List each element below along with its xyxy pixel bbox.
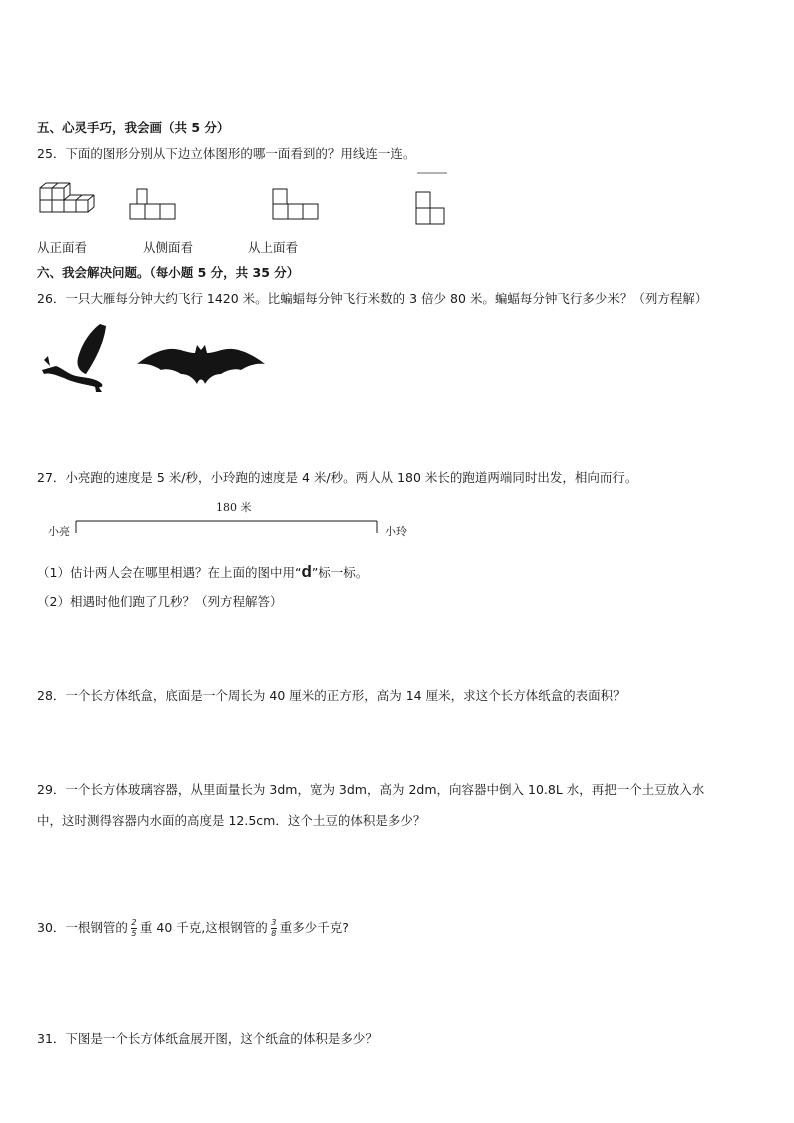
solid-figure (40, 180, 100, 222)
question-31: 31．下图是一个长方体纸盒展开图，这个纸盒的体积是多少？ (37, 1031, 378, 1046)
fraction-3-8 (271, 919, 277, 938)
section-6-heading: 六、我会解决问题。（每小题 5 分，共 35 分） (37, 265, 300, 280)
fraction-denominator: 8 (271, 929, 277, 938)
runner-left-label: 小亮 (48, 525, 70, 538)
q30-text-3: 重多少千克? (279, 920, 349, 935)
view-shape-1 (129, 188, 177, 222)
view-label-front: 从正面看 (37, 240, 88, 255)
view-label-side: 从侧面看 (143, 240, 194, 255)
distance-label: 180 米 (216, 501, 252, 514)
q30-text-2: 重 40 千克,这根钢管的 (139, 920, 268, 935)
runner-right-label: 小玲 (385, 525, 407, 538)
question-28: 28．一个长方体纸盒，底面是一个周长为 40 厘米的正方形，高为 14 厘米，求这个长方体纸盒的表面积？ (37, 688, 626, 703)
q27-part1-prefix: （1）估计两人会在哪里相遇？在上面的图中用“ (37, 565, 302, 580)
goose-image (42, 322, 114, 394)
fraction-denominator: 5 (131, 929, 137, 938)
question-29-line-1: 29．一个长方体玻璃容器，从里面量长为 3dm，宽为 3dm，高为 2dm，向容器中倒入 10.8L 水，再把一个土豆放入水 (37, 782, 705, 797)
fraction-2-5 (131, 919, 137, 938)
view-shape-3 (413, 172, 447, 226)
fraction-numerator: 2 (131, 918, 137, 927)
bat-image (135, 344, 267, 386)
q27-part1-suffix: ”标一标。 (311, 565, 369, 580)
view-label-top: 从上面看 (248, 240, 299, 255)
question-29-line-2: 中，这时测得容器内水面的高度是 12.5cm．这个土豆的体积是多少？ (37, 813, 426, 828)
q30-text-1: 30．一根钢管的 (37, 920, 128, 935)
question-25: 25．下面的图形分别从下边立体图形的哪一面看到的？用线连一连。 (37, 146, 416, 161)
question-26: 26．一只大雁每分钟大约飞行 1420 米。比蝙蝠每分钟飞行米数的 3 倍少 80 米。蝙蝠每分钟飞行多少米？（列方程解） (37, 291, 708, 306)
track-line-diagram (75, 511, 379, 537)
meeting-mark-symbol: d (301, 562, 312, 581)
question-30 (37, 919, 349, 938)
question-27-part-1 (37, 562, 368, 582)
section-5-heading: 五、心灵手巧，我会画（共 5 分） (37, 120, 230, 135)
fraction-numerator: 3 (271, 918, 277, 927)
view-shape-2 (272, 188, 320, 222)
question-27: 27．小亮跑的速度是 5 米/秒，小玲跑的速度是 4 米/秒。两人从 180 米长的跑道两端同时出发，相向而行。 (37, 470, 638, 485)
question-27-part-2: （2）相遇时他们跑了几秒？（列方程解答） (37, 594, 283, 609)
